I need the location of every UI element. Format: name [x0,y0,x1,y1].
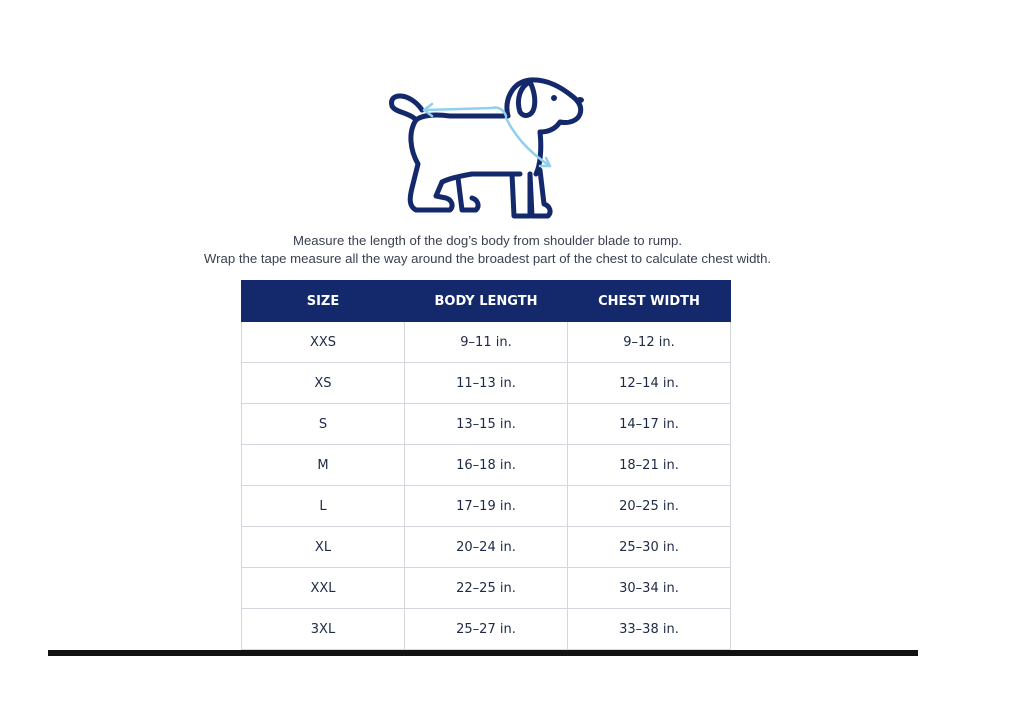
size-cell: XL [242,527,405,568]
size-cell: L [242,486,405,527]
size-cell: XXS [242,322,405,363]
column-header-chest-width: CHEST WIDTH [568,281,731,322]
table-row [242,486,731,527]
table-row [242,527,731,568]
table-row [242,322,731,363]
body-length-cell: 22–25 in. [405,568,568,609]
size-cell: 3XL [242,609,405,650]
table-row [242,404,731,445]
size-cell: S [242,404,405,445]
chest-width-cell: 14–17 in. [568,404,731,445]
chest-width-cell: 9–12 in. [568,322,731,363]
instruction-chest-width: Wrap the tape measure all the way around the broadest part of the chest to calculate chest width. [203,251,772,266]
chest-width-cell: 33–38 in. [568,609,731,650]
body-length-cell: 25–27 in. [405,609,568,650]
size-cell: XXL [242,568,405,609]
table-header-row [242,281,731,322]
chest-width-cell: 25–30 in. [568,527,731,568]
chest-width-cell: 18–21 in. [568,445,731,486]
chest-width-cell: 12–14 in. [568,363,731,404]
body-length-cell: 13–15 in. [405,404,568,445]
size-cell: M [242,445,405,486]
column-header-size: SIZE [242,281,405,322]
body-length-cell: 9–11 in. [405,322,568,363]
dog-measuring-icon [380,70,595,228]
body-length-cell: 11–13 in. [405,363,568,404]
table-row [242,445,731,486]
table-row [242,568,731,609]
chest-width-cell: 30–34 in. [568,568,731,609]
table-row [242,609,731,650]
bottom-divider [48,650,918,656]
size-cell: XS [242,363,405,404]
chest-width-cell: 20–25 in. [568,486,731,527]
size-chart-table [241,280,731,650]
instruction-body-length: Measure the length of the dog’s body from shoulder blade to rump. [292,233,683,248]
measuring-instructions [0,232,975,268]
table-row [242,363,731,404]
body-length-cell: 17–19 in. [405,486,568,527]
column-header-body-length: BODY LENGTH [405,281,568,322]
body-length-cell: 20–24 in. [405,527,568,568]
body-length-cell: 16–18 in. [405,445,568,486]
